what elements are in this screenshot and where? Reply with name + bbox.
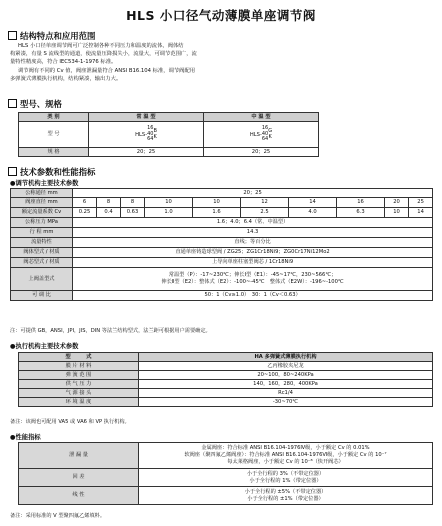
structure-paragraph <box>10 42 432 83</box>
table-cell: 弹 簧 范 围 <box>19 371 139 380</box>
table-cell: -30~70℃ <box>139 398 433 407</box>
table-row <box>19 353 433 362</box>
table-cell: 阀体型式 / 材质 <box>11 248 73 258</box>
table-cell: 8 <box>121 198 145 208</box>
table-row <box>19 443 433 469</box>
table-cell: 10 <box>385 208 409 218</box>
table-cell: 50：1（Cv≥1.0） 30：1（Cv＜0.63） <box>73 291 433 301</box>
table-cell: 线 性 <box>19 487 139 505</box>
table-cell: 14 <box>289 198 337 208</box>
model-table <box>18 112 319 157</box>
text-line: 构紧凑，有量 S 流线型的通道，使流量压降损失小，流量大，可调节范围广，流 <box>10 51 197 58</box>
table-header: 常 温 型 <box>89 113 204 122</box>
table-cell: 膜 片 材 料 <box>19 362 139 371</box>
table-row <box>11 258 433 268</box>
table-cell: 公称压力 MPa <box>11 218 73 228</box>
table-row <box>11 208 433 218</box>
table-cell: Rc1/4 <box>139 389 433 398</box>
regulating-params-subheading: ●调节机构主要技术参数 <box>10 180 79 187</box>
table-row <box>19 122 319 148</box>
table-cell: 可 调 比 <box>11 291 73 301</box>
text-line: 量特性精度高，符合 IEC534-1-1976 标准。 <box>10 59 117 66</box>
table-header: HA 多弹簧式薄膜执行机构 <box>139 353 433 362</box>
table-cell: 6 <box>73 198 97 208</box>
table-cell: 流量特性 <box>11 238 73 248</box>
table-cell: 14 <box>409 208 433 218</box>
table-cell: 1.6；4.0；6.4（常、中温型） <box>73 218 433 228</box>
performance-subheading: ●性能指标 <box>10 434 41 441</box>
table-cell: 16 <box>337 198 385 208</box>
table-cell: 0.25 <box>73 208 97 218</box>
table-cell: 0.63 <box>121 208 145 218</box>
table-cell: 上阀盖型式 <box>11 268 73 291</box>
table-row <box>19 398 433 407</box>
table-cell: 0.4 <box>97 208 121 218</box>
section-tech-heading: 技术参数和性能指标 <box>8 166 95 178</box>
table-row <box>19 371 433 380</box>
table-cell: 直线；等百分比 <box>73 238 433 248</box>
table-cell: 20 <box>385 198 409 208</box>
table-cell: 小于全行程的 3%（不带定位器） 小于全行程的 1%（带定位器） <box>139 469 433 487</box>
table-row <box>19 469 433 487</box>
table-cell: 额定流量系数 Cv <box>11 208 73 218</box>
checkbox-square-icon <box>8 31 17 40</box>
table-cell: 型 号 <box>19 122 89 148</box>
table-cell: 6.3 <box>337 208 385 218</box>
text-line: 调节阀有不同的 Cv 值，阀座泄漏量符合 ANSI B16.104 标准，调节阀配用 <box>18 67 196 74</box>
table-row <box>11 238 433 248</box>
table-row <box>11 268 433 291</box>
checkbox-square-icon <box>8 167 17 176</box>
table-header: 类 别 <box>19 113 89 122</box>
table-cell: 20；25 <box>89 148 204 157</box>
table-cell: 公称通径 mm <box>11 189 73 198</box>
table-cell: 1.6 <box>193 208 241 218</box>
actuator-params-subheading: ●执行机构主要技术参数 <box>10 343 79 350</box>
section-structure-heading: 结构特点和应用范围 <box>8 30 95 42</box>
table-cell: 2.5 <box>241 208 289 218</box>
performance-table <box>18 442 433 505</box>
table-cell: 14.3 <box>73 228 433 238</box>
table-cell: 1.0 <box>145 208 193 218</box>
regulating-params-table <box>10 188 433 301</box>
table-cell: 常温型（P）：-17~230℃；伸长Ⅰ型（E1）：-45~17℃，230~566℃； 伸长Ⅱ型（E2）：整体式（E2）：-100~-45℃ 整体式（E2W）：-196~-100℃ <box>73 268 433 291</box>
table-cell: 小于全行程的 ±5%（不带定位器） 小于全行程的 ±1%（带定位器） <box>139 487 433 505</box>
table-cell: 阀座直径 mm <box>11 198 73 208</box>
table-cell: 供 气 压 力 <box>19 380 139 389</box>
table-row <box>11 198 433 208</box>
table-cell: 乙丙橡胶夹尼龙 <box>139 362 433 371</box>
model-mid-cell: HLS- 16 40 64 G K <box>204 122 319 148</box>
table-cell: 上导向单座柱塞型阀芯 / 1Cr18Ni9 <box>73 258 433 268</box>
packing-note: 备注：采用标准的 V 型聚四氟乙烯填料。 <box>10 513 106 519</box>
table-row <box>11 248 433 258</box>
table-row <box>19 487 433 505</box>
table-row <box>11 189 433 198</box>
table-cell: 20；25 <box>73 189 433 198</box>
table-row <box>19 389 433 398</box>
text-line: 多弹簧式薄膜执行机构，结构紧凑，输出力大。 <box>10 75 122 82</box>
table-cell: 回 差 <box>19 469 139 487</box>
table-cell: 140，160，280，400KPa <box>139 380 433 389</box>
model-normal-cell: HLS- 16 40 64 B K <box>89 122 204 148</box>
table-row <box>11 291 433 301</box>
table-cell: 8 <box>97 198 121 208</box>
table-cell: 20~100，80~240KPa <box>139 371 433 380</box>
table-row <box>11 218 433 228</box>
actuator-params-table <box>18 352 433 407</box>
section-model-heading: 型号、规格 <box>8 98 62 110</box>
table-cell: 直通单座铸造球型阀 / ZG25；ZG1Cr18Ni9；ZG0Cr17Ni12Mo2 <box>73 248 433 258</box>
table-header: 型 式 <box>19 353 139 362</box>
table-cell: 行 程 mm <box>11 228 73 238</box>
text-line: HLS 小口径单座调节阀可广泛控制各种不同压力和温度的流体，阀体结 <box>18 43 184 49</box>
checkbox-square-icon <box>8 99 17 108</box>
table-cell: 环 境 温 度 <box>19 398 139 407</box>
table-cell: 气 源 接 头 <box>19 389 139 398</box>
table-row <box>19 113 319 122</box>
table-cell: 阀芯型式 / 材质 <box>11 258 73 268</box>
flange-note: 注：可提供 GB，ANSI，JPI，JIS，DIN 等法兰结构型式，法兰距可根据用户需要确定。 <box>10 328 211 334</box>
table-cell: 金属阀座：符合标准 ANSI B16.104-1976Ⅳ级，小于额定 Cv 的 0.01% 软阀座（聚四氟乙烯阀座）：符合标准 ANSI B16.104-1976Ⅵ级，小于额定 Cv 的 10⁻⁷ 每太莱格阀座，小于额定 Cv 的 10⁻⁸（快开阀芯） <box>139 443 433 469</box>
actuator-note: 备注：该阀也可配用 VA5 或 VA6 和 VP 执行机构。 <box>10 419 130 425</box>
table-cell: 20；25 <box>204 148 319 157</box>
table-cell: 25 <box>409 198 433 208</box>
table-cell: 12 <box>241 198 289 208</box>
table-row <box>19 362 433 371</box>
table-header: 中 温 型 <box>204 113 319 122</box>
page-title: HLS 小口径气动薄膜单座调节阀 <box>126 8 316 23</box>
table-row <box>11 228 433 238</box>
table-row <box>19 380 433 389</box>
table-cell: 泄 漏 量 <box>19 443 139 469</box>
table-cell: 10 <box>145 198 193 208</box>
table-cell: 10 <box>193 198 241 208</box>
table-row <box>19 148 319 157</box>
table-cell: 4.0 <box>289 208 337 218</box>
table-cell: 规 格 <box>19 148 89 157</box>
